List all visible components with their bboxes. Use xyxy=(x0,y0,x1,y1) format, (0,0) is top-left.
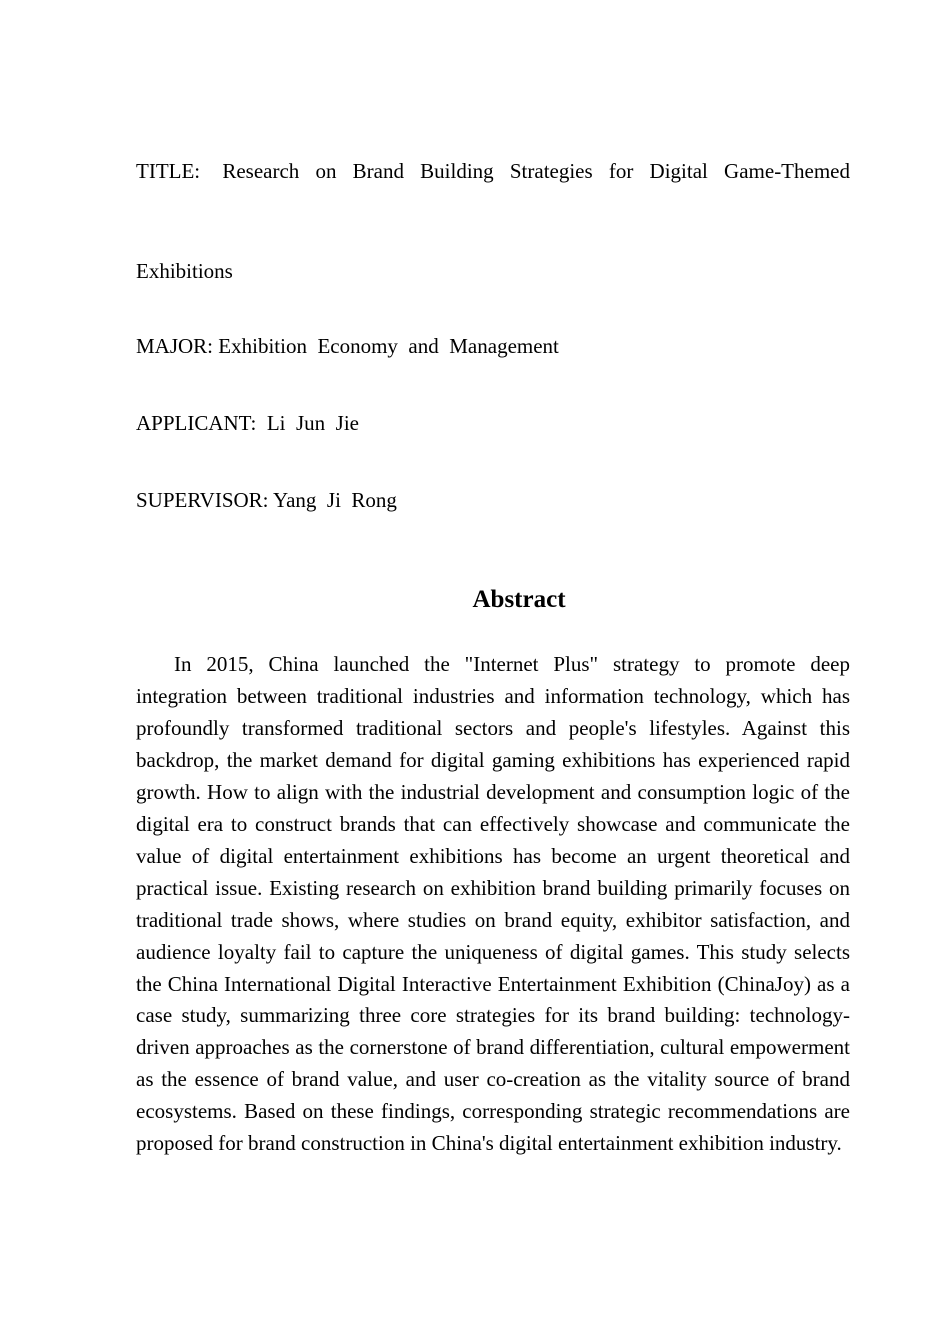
applicant-line xyxy=(136,409,850,437)
applicant-label: APPLICANT: xyxy=(136,411,257,435)
title-continuation: Exhibitions xyxy=(136,259,233,283)
title-line-2 xyxy=(136,257,850,285)
major-line xyxy=(136,332,850,360)
title-line-1 xyxy=(136,157,850,185)
major-value: Exhibition Economy and Management xyxy=(218,334,559,358)
supervisor-label: SUPERVISOR: xyxy=(136,488,269,512)
title-label: TITLE: xyxy=(136,159,201,183)
supervisor-value: Yang Ji Rong xyxy=(273,488,397,512)
abstract-heading: Abstract xyxy=(472,586,566,613)
abstract-body: In 2015, China launched the "Internet Plus" strategy to promote deep integration between traditional industries and information technology, which has profoundly transformed traditional sectors and people's lifestyles. Against this backdrop, the market demand for digital gaming exhibitions has experienced rapid growth. How to align with the industrial development and consumption logic of the digital era to construct brands that can effectively showcase and communicate the value of digital entertainment exhibitions has become an urgent theoretical and practical issue. Existing research on exhibition brand building primarily focuses on traditional trade shows, where studies on brand equity, exhibitor satisfaction, and audience loyalty fail to capture the uniqueness of digital games. This study selects the China International Digital Interactive Entertainment Exhibition (ChinaJoy) as a case study, summarizing three core strategies for its brand building: technology-driven approaches as the cornerstone of brand differentiation, cultural empowerment as the essence of brand value, and user co-creation as the vitality source of brand ecosystems. Based on these findings, corresponding strategic recommendations are proposed for brand construction in China's digital entertainment exhibition industry. xyxy=(136,652,850,1156)
title-text: Research on Brand Building Strategies for Digital Game-Themed xyxy=(222,159,850,183)
supervisor-line xyxy=(136,486,850,514)
applicant-value: Li Jun Jie xyxy=(266,411,359,435)
major-label: MAJOR: xyxy=(136,334,214,358)
